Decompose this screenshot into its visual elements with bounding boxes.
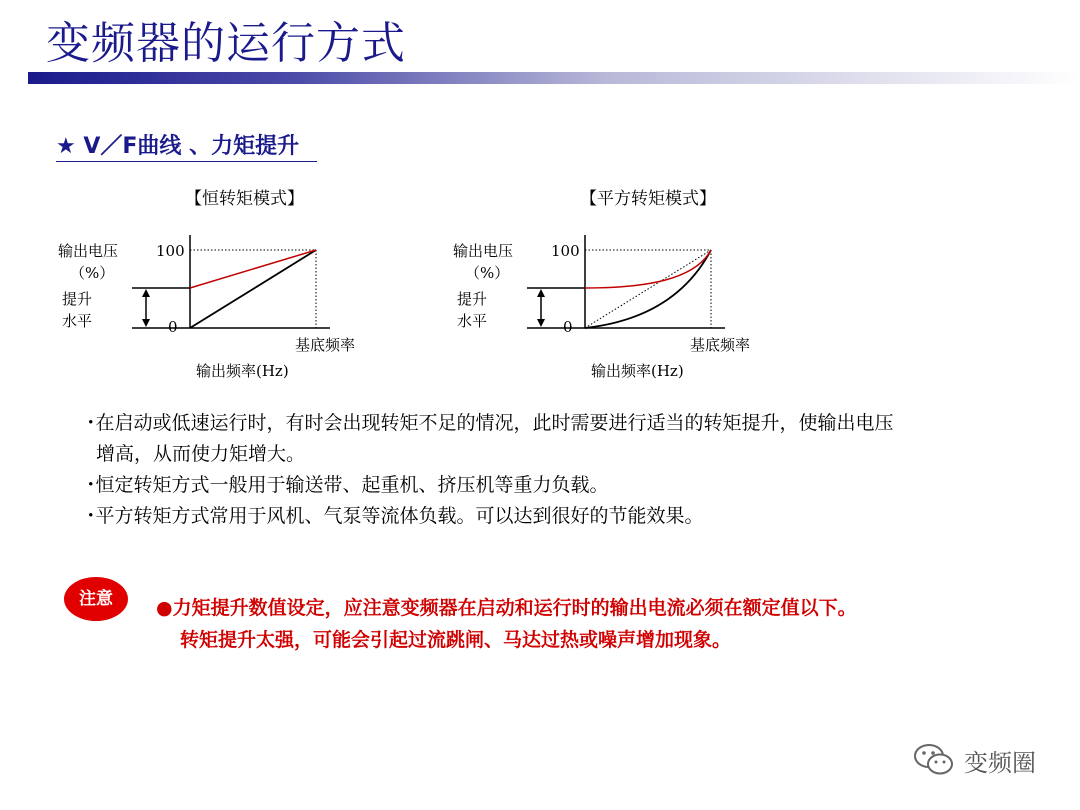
linear-vf-curve <box>190 250 316 328</box>
watermark-text: 变频圈 <box>964 748 1036 777</box>
boost-arrow-head-down <box>142 319 150 327</box>
y-max-tick-label: 100 <box>551 242 580 260</box>
caution-note <box>156 592 857 656</box>
boost-label-line2: 水平 <box>457 312 488 330</box>
boost-label-line1: 提升 <box>457 290 488 308</box>
section-title: ★ V／F曲线 、力矩提升 <box>56 133 317 162</box>
wechat-icon <box>912 742 956 778</box>
caution-note-line2: 转矩提升太强，可能会引起过流跳闸、马达过热或噪声增加现象。 <box>180 629 732 651</box>
bullet-1-line2: 增高，从而使力矩增大。 <box>96 443 306 465</box>
boosted-vf-curve <box>190 250 316 288</box>
linear-reference-line <box>585 250 711 328</box>
y-zero-tick-label: 0 <box>563 318 573 336</box>
vf-chart-square-torque <box>445 180 845 390</box>
boost-label-line2: 水平 <box>62 312 93 330</box>
slide-title: 变频器的运行方式 <box>46 18 406 69</box>
chart-caption: 【恒转矩模式】 <box>185 189 304 209</box>
y-zero-tick-label: 0 <box>168 318 178 336</box>
boost-arrow-head-up <box>537 289 545 297</box>
vf-chart-constant-torque-svg <box>50 180 450 390</box>
base-frequency-label: 基底频率 <box>690 336 751 354</box>
boost-arrow-head-up <box>142 289 150 297</box>
y-axis-label-line2: （%） <box>70 264 115 282</box>
caution-badge: 注意 <box>64 577 128 621</box>
y-axis-label-line1: 输出电压 <box>453 242 514 260</box>
x-axis-label: 输出频率(Hz) <box>591 362 684 380</box>
bullet-1-line1: ･在启动或低速运行时，有时会出现转矩不足的情况，此时需要进行适当的转矩提升，使输出电压 <box>86 412 894 434</box>
bullet-3: ･平方转矩方式常用于风机、气泵等流体负载。可以达到很好的节能效果。 <box>86 505 704 527</box>
caution-note-line1: ●力矩提升数值设定，应注意变频器在启动和运行时的输出电流必须在额定值以下。 <box>156 597 857 619</box>
boost-label-line1: 提升 <box>62 290 93 308</box>
bullet-2: ･恒定转矩方式一般用于输送带、起重机、挤压机等重力负载。 <box>86 474 609 496</box>
y-axis-label-line2: （%） <box>465 264 510 282</box>
x-axis-label: 输出频率(Hz) <box>196 362 289 380</box>
y-axis-label-line1: 输出电压 <box>58 242 119 260</box>
vf-chart-constant-torque <box>50 180 450 390</box>
vf-chart-square-torque-svg <box>445 180 845 390</box>
explanation-bullets <box>86 408 986 532</box>
base-frequency-label: 基底频率 <box>295 336 356 354</box>
boosted-square-vf-curve <box>585 250 711 288</box>
chart-caption: 【平方转矩模式】 <box>580 189 716 209</box>
title-underline-bar <box>28 72 1080 84</box>
watermark <box>912 742 1036 778</box>
y-max-tick-label: 100 <box>156 242 185 260</box>
boost-arrow-head-down <box>537 319 545 327</box>
